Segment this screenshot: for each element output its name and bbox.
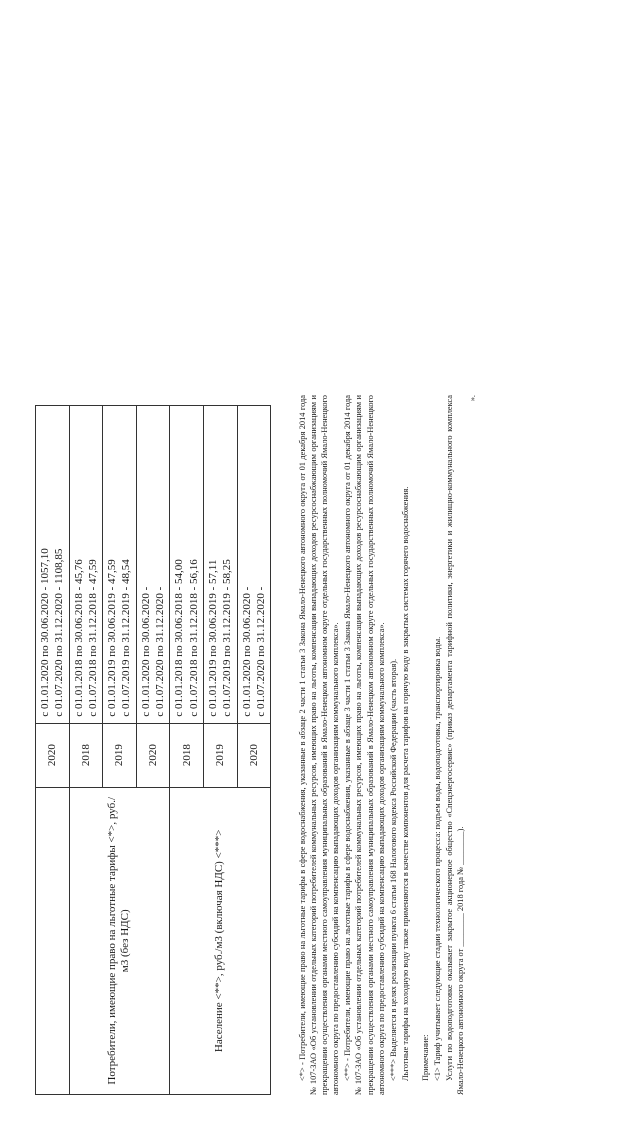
rotated-content (15, 295, 605, 1135)
category-cell: Население <**>, руб./м3 (включая НДС) <***> (170, 787, 271, 1094)
year-cell: 2019 (203, 723, 237, 787)
footnote-1: <*> - Потребители, имеющие право на льготные тарифы в сфере водоснабжения, указанные в абзаце 2 части 1 статьи 3 Закона Ямало-Ненецкого автономного округа от 01 декабря 2014 года № 107-ЗАО «Об установлении отдельных категорий потребителей коммунальных ресурсов, имеющих право на льготы, компенсации выпадающих доходов ресурсоснабжающим организациям и прекращении осуществления органами местного самоуправления муниципальных образований в Ямало-Ненецком автономном округе отдельных государственных полномочий Ямало-Ненецкого автономного округа по предоставлению субсидий на компенсацию выпадающих доходов организациям коммунального комплекса». (298, 395, 341, 1095)
tariff-value-line: с 01.01.2020 по 30.06.2020 - (240, 586, 253, 717)
category-cell: Потребители, имеющие право на льготные тарифы <*>, руб./м3 (без НДС) (69, 787, 170, 1094)
table-row (36, 406, 70, 1095)
tariff-value-line: с 01.01.2019 по 30.06.2019 - 57,11 (206, 559, 219, 717)
tariff-values (170, 406, 204, 724)
tariff-value-line: с 01.07.2020 по 31.12.2020 - 1108,85 (53, 548, 66, 717)
category-cell-empty (36, 787, 70, 1094)
tariff-values (203, 406, 237, 724)
tariff-values (69, 406, 103, 724)
year-cell: 2018 (69, 723, 103, 787)
footnote-2: <**> - Потребители, имеющие право на льготные тарифы в сфере водоснабжения, указанные в абзаце 3 части 1 статьи 3 Закона Ямало-Ненецкого автономного округа от 01 декабря 2014 года № 107-ЗАО «Об установлении отдельных категорий потребителей коммунальных ресурсов, имеющих право на льготы, компенсации выпадающих доходов ресурсоснабжающим организациям и прекращении осуществления органами местного самоуправления муниципальных образований в Ямало-Ненецком автономном округе отдельных государственных полномочий Ямало-Ненецкого автономного округа по предоставлению субсидий на компенсацию выпадающих доходов организациям коммунального комплекса». (343, 395, 386, 1095)
closing-quote: ». (468, 395, 478, 402)
tariff-values (103, 406, 137, 724)
note-1: <1> Тариф учитывает следующие стадии технологического процесса: подъем воды, водоподготовка, транспортировка воды. (433, 636, 443, 1081)
year-cell: 2020 (36, 723, 70, 787)
year-cell: 2020 (237, 723, 271, 787)
table-row (170, 406, 204, 1095)
tariff-value-line: с 01.07.2019 по 31.12.2019 - 48,54 (120, 559, 133, 717)
notes-heading: Примечание: (420, 1034, 430, 1081)
tariff-value-line: с 01.01.2020 по 30.06.2020 - 1057,10 (39, 548, 51, 717)
footnotes-block (297, 395, 479, 1095)
tariff-table (35, 405, 271, 1095)
table-row (69, 406, 103, 1095)
tariff-values (136, 406, 170, 724)
year-cell: 2020 (136, 723, 170, 787)
note-2: Услуги по водоподготовке оказывает закрытое акционерное общество «Спецэнергосервис» (приказ департамента тарифной политики, энергетики и жилищно-коммунального комплекса Ямало-Ненецкого автономного округа от ________ 2018 года № ________). (445, 395, 466, 1095)
tariff-value-line: с 01.07.2018 по 31.12.2018 - 47,59 (86, 559, 99, 717)
tariff-value-line: с 01.07.2020 по 31.12.2020 - (254, 586, 267, 717)
year-cell: 2018 (170, 723, 204, 787)
year-cell: 2019 (103, 723, 137, 787)
footnote-4: Льготные тарифы на холодную воду также применяются в качестве компонентов для расчета тарифов на горячую воду в закрытых системах горячего водоснабжения. (400, 486, 410, 1081)
tariff-value-line: с 01.07.2018 по 31.12.2018 - 56,16 (187, 559, 200, 717)
tariff-value-line: с 01.01.2018 по 30.06.2018 - 45,76 (72, 559, 85, 717)
tariff-values (36, 406, 70, 724)
tariff-value-line: с 01.01.2019 по 30.06.2019 - 47,59 (106, 559, 119, 717)
tariff-values (237, 406, 271, 724)
tariff-value-line: с 01.07.2019 по 31.12.2019 - 58,25 (221, 559, 234, 717)
tariff-value-line: с 01.01.2018 по 30.06.2018 - 54,00 (173, 559, 186, 717)
tariff-value-line: с 01.07.2020 по 31.12.2020 - (154, 586, 167, 717)
footnote-3: <***> Выделяется в целях реализации пункта 6 статьи 168 Налогового кодекса Российской Федерации (часть вторая). (388, 658, 398, 1081)
tariff-value-line: с 01.01.2020 по 30.06.2020 - (139, 586, 152, 717)
